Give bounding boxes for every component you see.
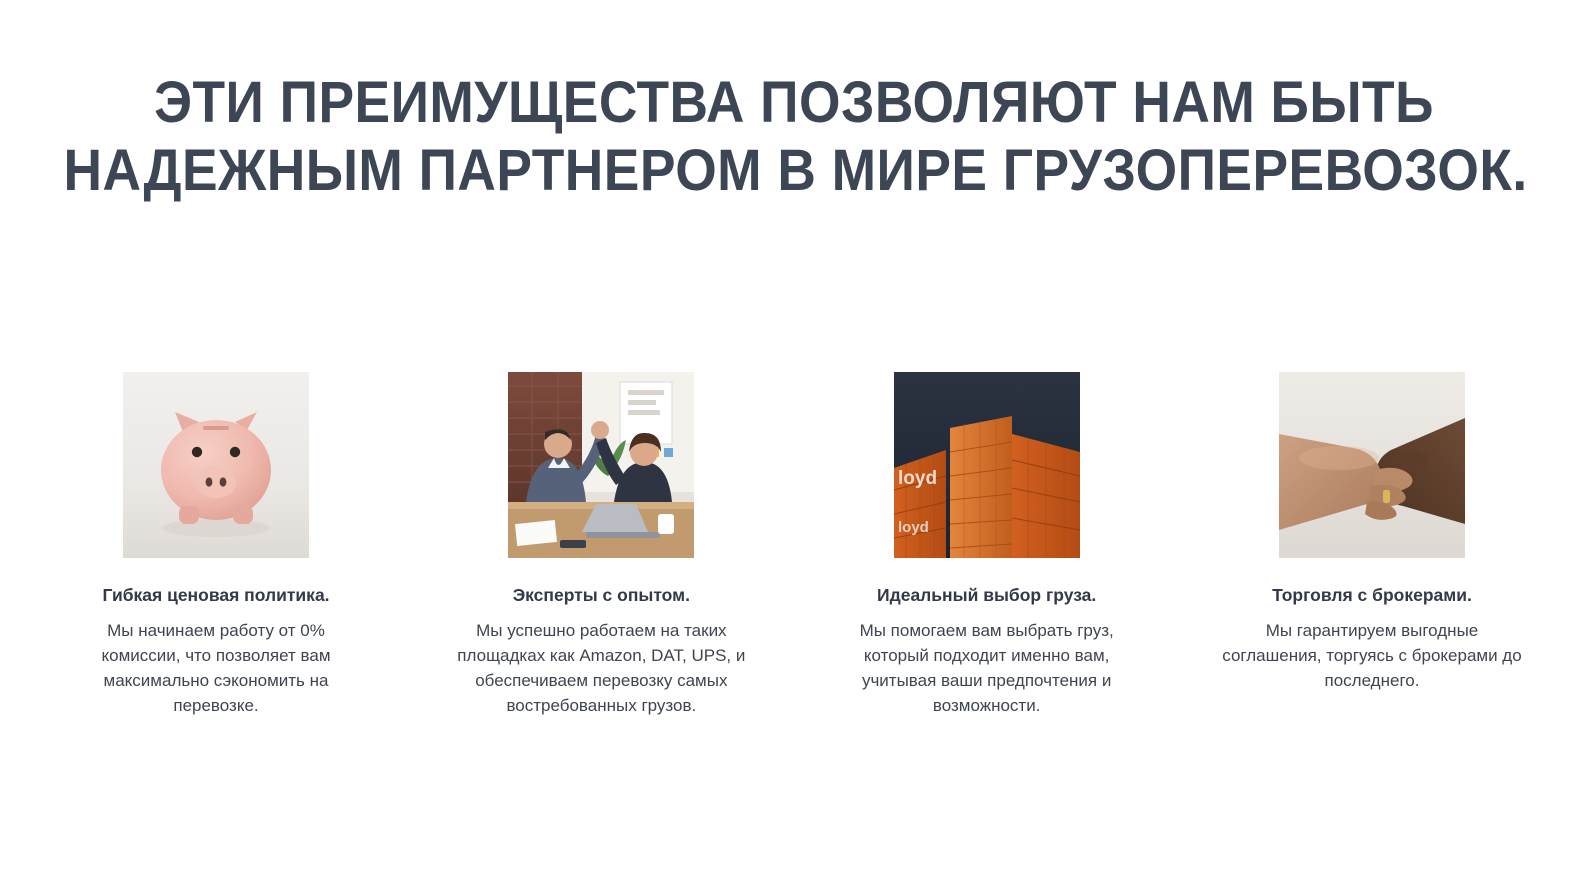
- page-title: [63, 69, 1528, 205]
- benefit-card-3-title: Идеальный выбор груза.: [877, 585, 1097, 605]
- page-title-line-1: ЭТИ ПРЕИМУЩЕСТВА ПОЗВОЛЯЮТ НАМ БЫТЬ: [154, 69, 1434, 135]
- shipping-containers-photo: [894, 372, 1080, 558]
- svg-text:loyd: loyd: [897, 519, 929, 536]
- benefit-card-1: [60, 372, 372, 718]
- piggy-bank-photo: [123, 372, 309, 558]
- benefit-card-3: [831, 372, 1143, 718]
- benefit-card-4-title: Торговля с брокерами.: [1272, 585, 1472, 605]
- business-high-five-photo: [508, 372, 694, 558]
- benefit-card-3-body: Мы помогаем вам выбрать груз, который подходит именно вам, учитывая ваши предпочтения и возможности.: [859, 621, 1114, 715]
- benefit-card-1-title: Гибкая ценовая политика.: [102, 585, 330, 605]
- benefit-card-4: [1216, 372, 1528, 693]
- handshake-photo: [1279, 372, 1465, 558]
- benefit-card-2-body: Мы успешно работаем на таких площадках как Amazon, DAT, UPS, и обеспечиваем перевозку самых востребованных грузов.: [457, 621, 746, 715]
- page-title-line-2: НАДЕЖНЫМ ПАРТНЕРОМ В МИРЕ ГРУЗОПЕРЕВОЗОК.: [63, 137, 1528, 203]
- benefit-card-2: [445, 372, 757, 718]
- benefit-card-4-body: Мы гарантируем выгодные соглашения, торгуясь с брокерами до последнего.: [1222, 621, 1522, 690]
- benefits-row: [60, 372, 1528, 718]
- svg-text:loyd: loyd: [897, 468, 937, 489]
- benefit-card-1-body: Мы начинаем работу от 0% комиссии, что позволяет вам максимально сэкономить на перевозке.: [101, 621, 331, 715]
- benefit-card-2-title: Эксперты с опытом.: [512, 585, 690, 605]
